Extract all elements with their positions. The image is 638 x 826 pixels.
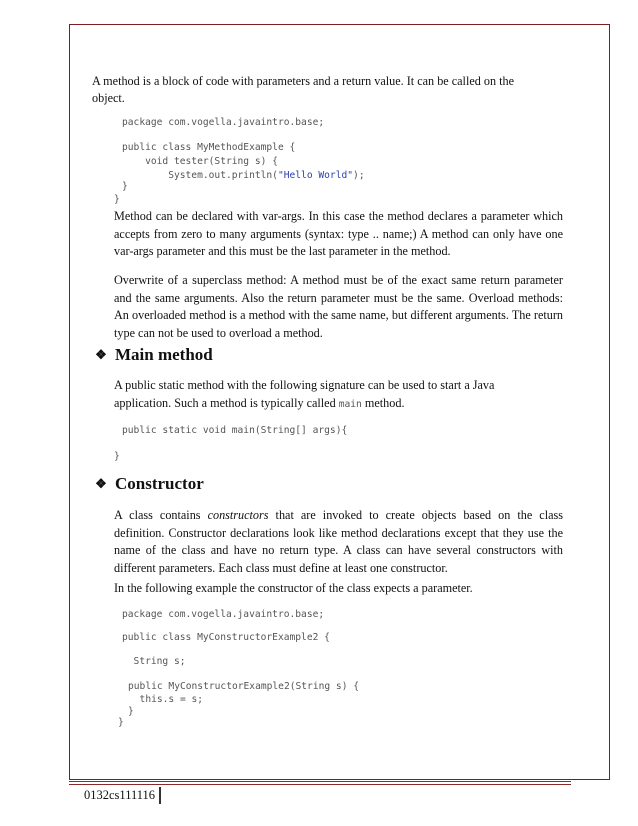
heading-title: Constructor <box>115 474 204 493</box>
footer-rule <box>69 781 571 782</box>
code-line: String s; <box>122 656 186 667</box>
text: that are invoked to create objects based on the class definition. Constructor declarations look like method declarations except that they use the name of the class and have no return type. A class can have several constructors with different parameters. Each class must define at least one constructor. <box>114 508 563 575</box>
emphasis-constructors: constructors <box>207 508 269 522</box>
code-string-literal: "Hello World" <box>277 170 354 181</box>
paragraph-constructor <box>114 507 563 577</box>
text: method. <box>361 396 405 410</box>
code-line: package com.vogella.javaintro.base; <box>122 609 325 620</box>
code-line: } <box>118 717 124 728</box>
code-line: } <box>122 181 128 192</box>
text: application. Such a method is typically called <box>114 396 339 410</box>
diamond-bullet-icon: ❖ <box>95 347 107 362</box>
code-line: } <box>114 451 120 462</box>
section-heading-constructor <box>93 474 204 494</box>
diamond-bullet-icon: ❖ <box>95 476 107 491</box>
intro-line-2: object. <box>92 91 125 105</box>
code-line: } <box>128 706 134 717</box>
code-line: package com.vogella.javaintro.base; <box>122 117 325 128</box>
footer-rule <box>69 784 571 785</box>
section-heading-main-method <box>93 345 213 365</box>
code-text: ); <box>353 170 365 181</box>
code-line: void tester(String s) { <box>122 156 278 167</box>
code-line: public MyConstructorExample2(String s) { <box>128 681 360 692</box>
intro-line-1: A method is a block of code with parameters and a return value. It can be called on the <box>92 74 515 88</box>
paragraph-overwrite: Overwrite of a superclass method: A method must be of the exact same return parameter and the same arguments. Also the return parameter must be the same. Overload methods: An overloaded method is a method with the same name, but different arguments. The return type can not be used to overload a method. <box>114 273 563 340</box>
text: A class contains <box>114 508 208 522</box>
code-line: public class MyConstructorExample2 { <box>122 632 330 643</box>
paragraph-example: In the following example the constructor of the class expects a parameter. <box>114 581 473 595</box>
heading-title: Main method <box>115 345 213 364</box>
code-line-println <box>122 169 365 183</box>
code-text: System.out.println( <box>122 170 278 181</box>
code-line: public class MyMethodExample { <box>122 142 296 153</box>
paragraph-varargs: Method can be declared with var-args. In this case the method declares a parameter which accepts from zero to many arguments (syntax: type .. name;) A method can only have one var-args parameter and this must be the last parameter in the method. <box>114 209 563 258</box>
code-line: this.s = s; <box>128 694 204 705</box>
code-line: public static void main(String[] args){ <box>122 425 348 436</box>
code-line: } <box>114 194 120 205</box>
inline-code: main <box>338 399 362 410</box>
main-method-text-line-2 <box>114 395 405 414</box>
footer-divider <box>159 787 161 804</box>
footer-text: 0132cs111116 <box>84 788 156 802</box>
main-method-text-line-1: A public static method with the following signature can be used to start a Java <box>114 378 495 392</box>
